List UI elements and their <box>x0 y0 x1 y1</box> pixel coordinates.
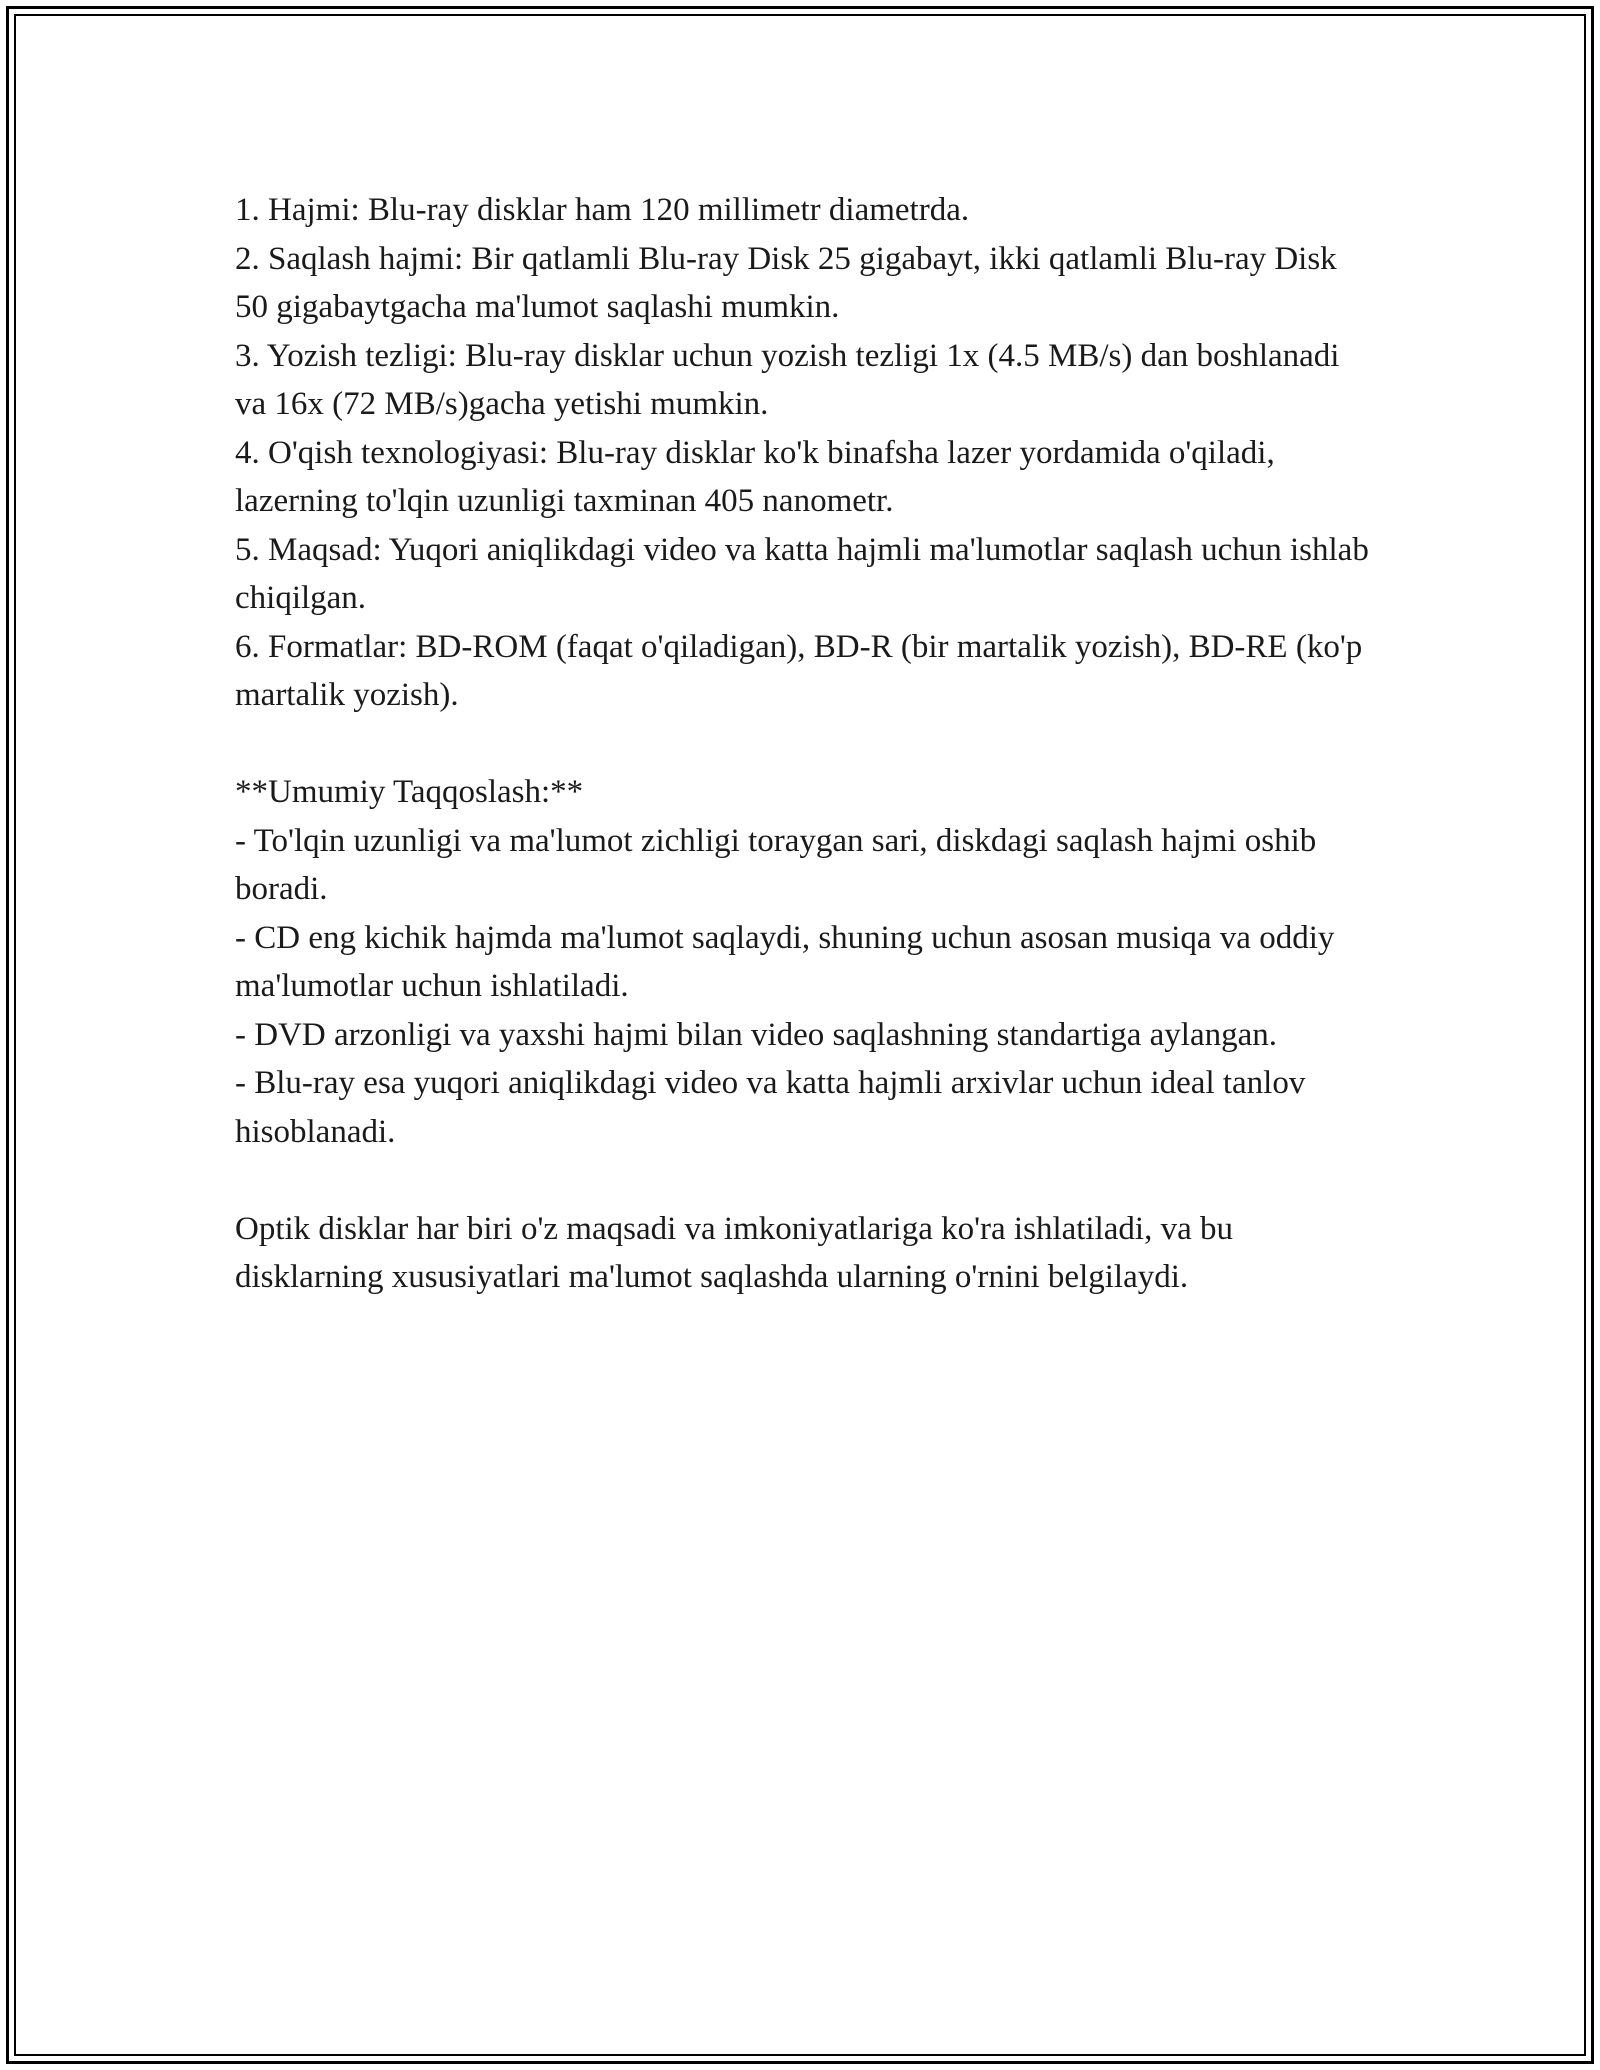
comparison-point: - CD eng kichik hajmda ma'lumot saqlaydi, shuning uchun asosan musiqa va oddiy ma'lumotlar uchun ishlatiladi. <box>235 919 1335 1004</box>
comparison-heading: **Umumiy Taqqoslash:** <box>235 774 584 810</box>
paragraph-spacer <box>235 1156 1375 1205</box>
comparison-point: - DVD arzonligi va yaxshi hajmi bilan video saqlashning standartiga aylangan. <box>235 1016 1277 1053</box>
list-item-saqlash-hajmi: 2. Saqlash hajmi: Bir qatlamli Blu-ray Disk 25 gigabayt, ikki qatlamli Blu-ray Disk 50 gigabaytgacha ma'lumot saqlashi mumkin. <box>235 240 1337 325</box>
list-item-formatlar: 6. Formatlar: BD-ROM (faqat o'qiladigan), BD-R (bir martalik yozish), BD-RE (ko'p martalik yozish). <box>235 628 1363 713</box>
comparison-point: - To'lqin uzunligi va ma'lumot zichligi toraygan sari, diskdagi saqlash hajmi oshib boradi. <box>235 822 1317 907</box>
list-item-yozish-tezligi: 3. Yozish tezligi: Blu-ray disklar uchun yozish tezligi 1x (4.5 MB/s) dan boshlanadi va 16x (72 MB/s)gacha yetishi mumkin. <box>235 337 1340 422</box>
conclusion-paragraph: Optik disklar har biri o'z maqsadi va imkoniyatlariga ko'ra ishlatiladi, va bu disklarning xususiyatlari ma'lumot saqlashda ularning o'rnini belgilaydi. <box>235 1210 1233 1295</box>
list-item-oqish-texnologiyasi: 4. O'qish texnologiyasi: Blu-ray disklar ko'k binafsha lazer yordamida o'qiladi, lazerning to'lqin uzunligi taxminan 405 nanometr. <box>235 434 1275 519</box>
list-item-hajmi: 1. Hajmi: Blu-ray disklar ham 120 millimetr diametrda. <box>235 192 970 228</box>
document-body <box>235 186 1375 1302</box>
comparison-point: - Blu-ray esa yuqori aniqlikdagi video va katta hajmli arxivlar uchun ideal tanlov hisoblanadi. <box>235 1065 1306 1150</box>
list-item-maqsad: 5. Maqsad: Yuqori aniqlikdagi video va katta hajmli ma'lumotlar saqlash uchun ishlab chiqilgan. <box>235 531 1369 616</box>
paragraph-spacer <box>235 720 1375 769</box>
